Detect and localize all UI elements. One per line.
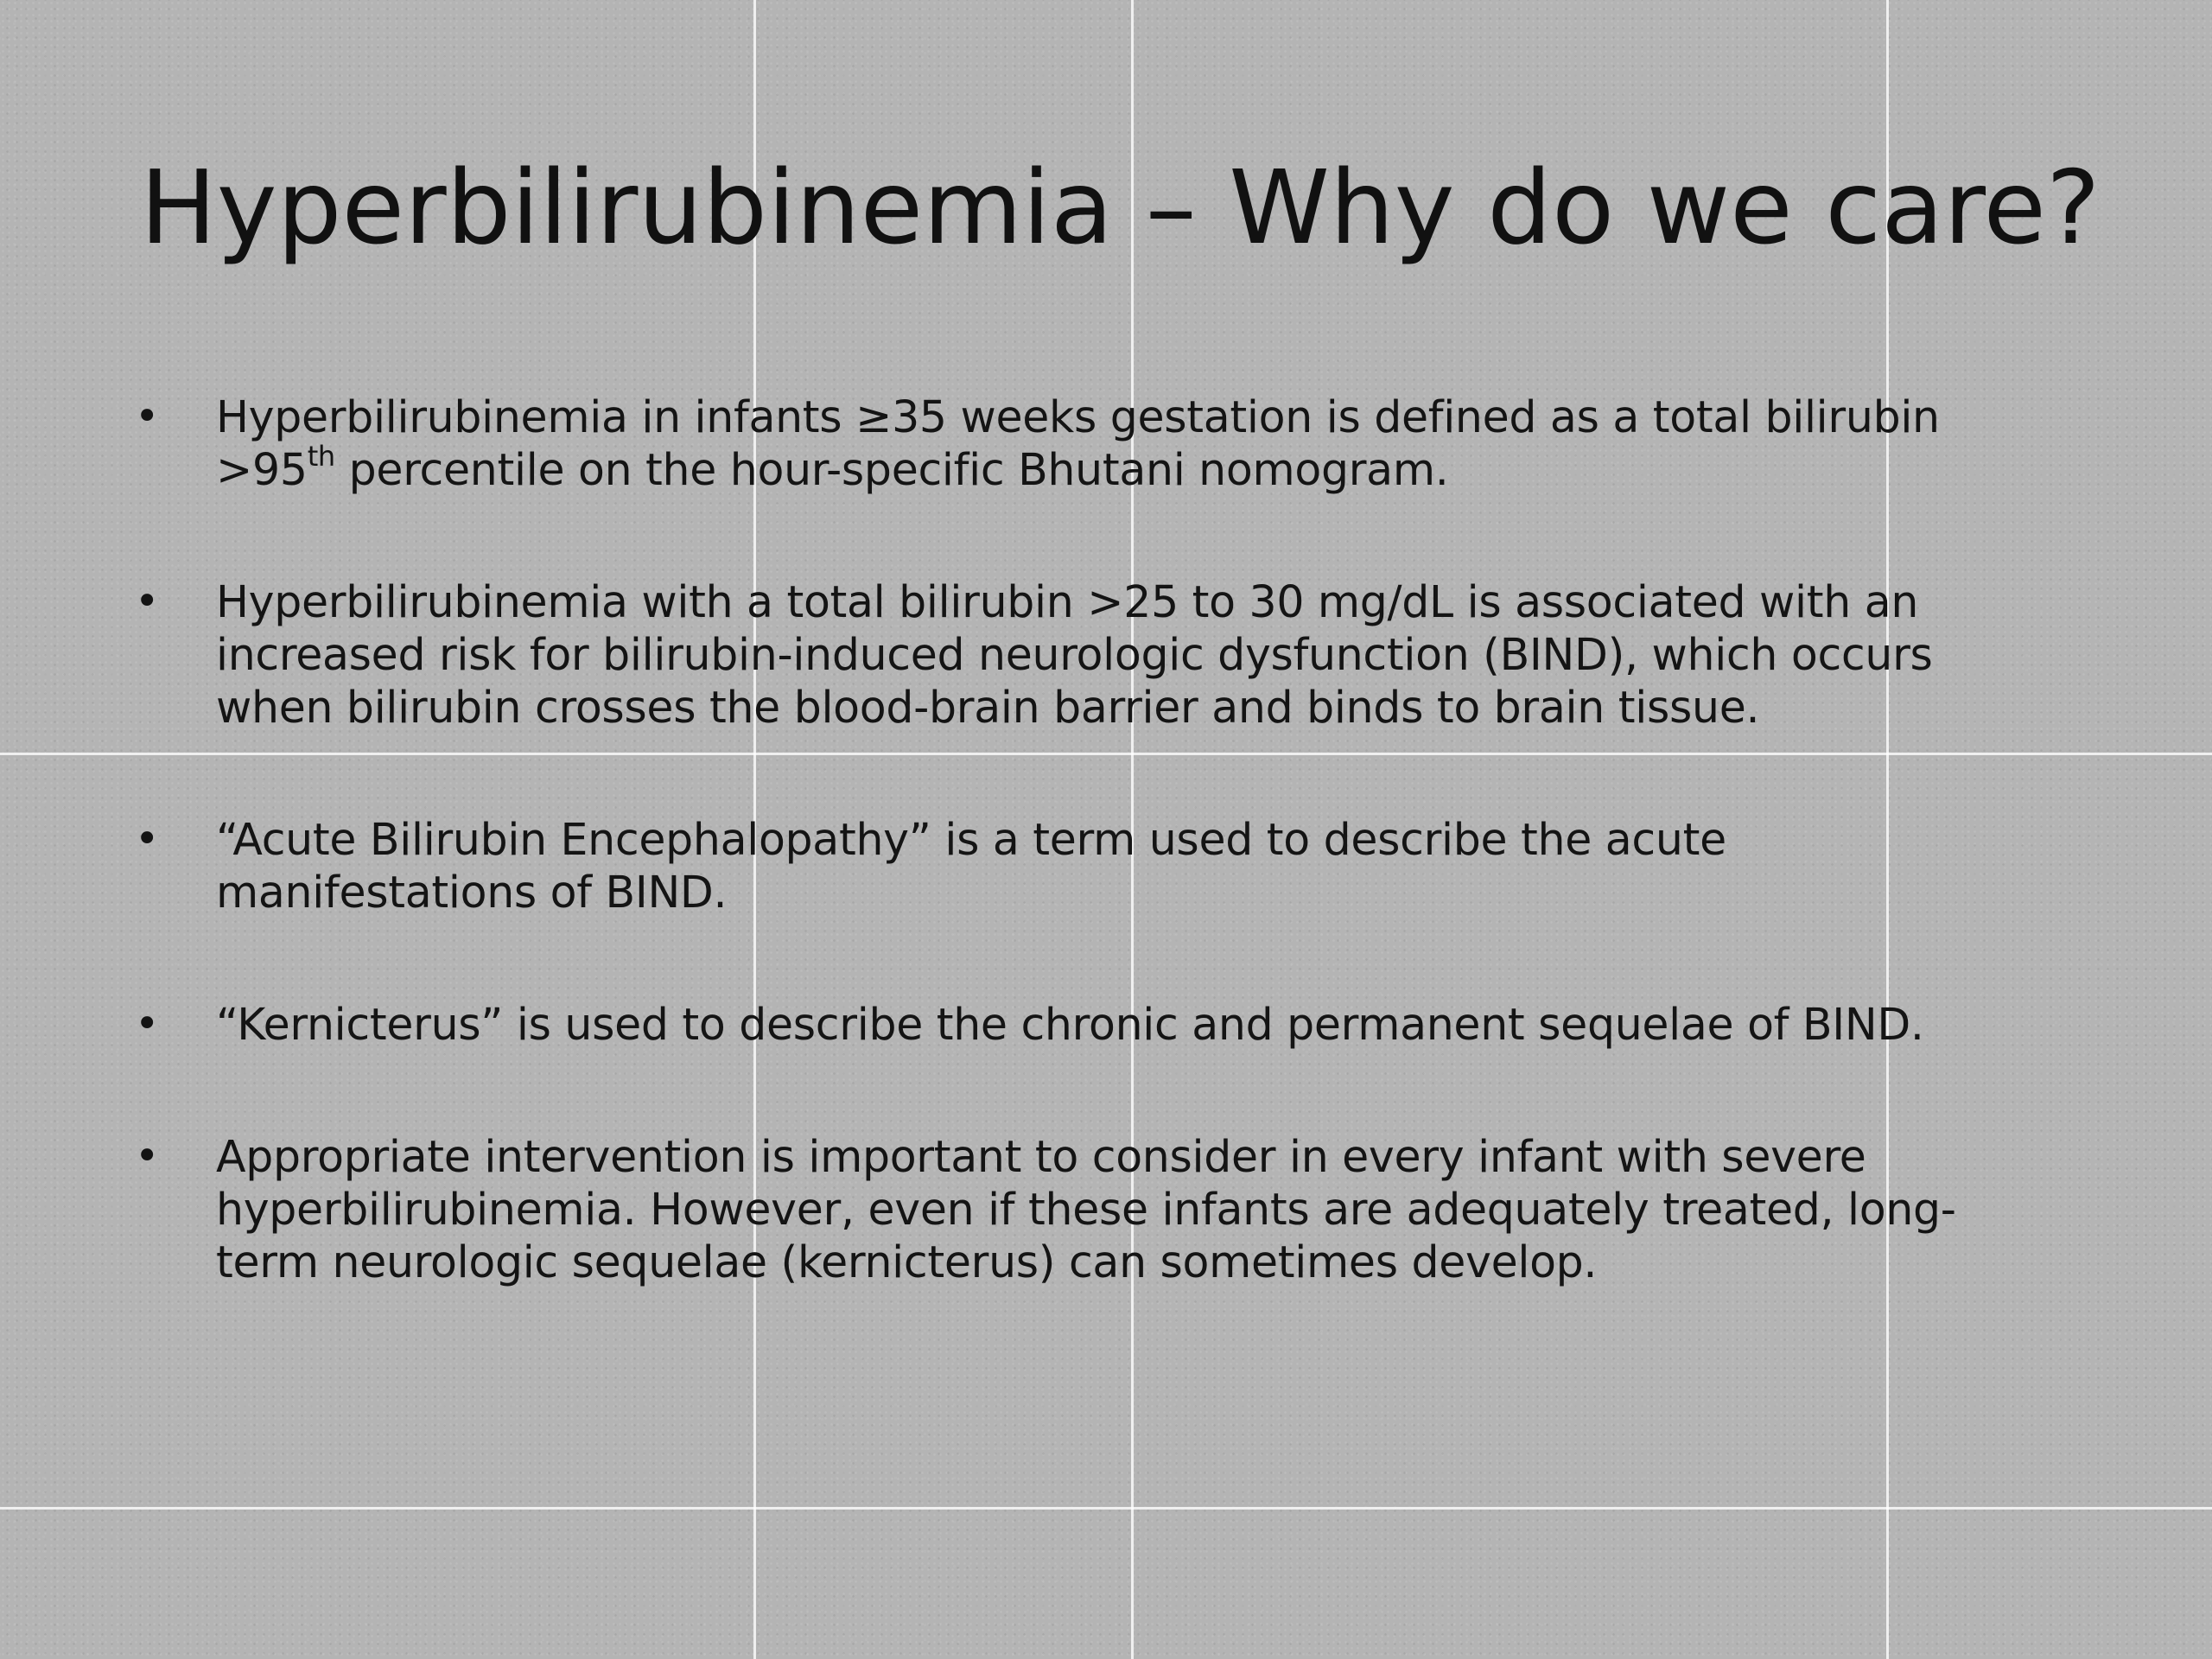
grid-line-horizontal (0, 1507, 2212, 1510)
bullet-item (130, 998, 2048, 1051)
bullet-dot: • (135, 815, 160, 863)
bullet-dot: • (135, 392, 160, 441)
bullet-text (216, 391, 2048, 496)
slide-title: Hyperbilirubinemia – Why do we care? (140, 148, 2101, 267)
superscript: th (307, 440, 335, 474)
bullet-text: “Acute Bilirubin Encephalopathy” is a term used to describe the acute manifestations of BIND. (216, 814, 1726, 918)
bullet-item (130, 391, 2048, 496)
bullet-item (130, 575, 2048, 734)
bullet-item (130, 813, 2048, 918)
bullet-text: Hyperbilirubinemia with a total bilirubin >25 to 30 mg/dL is associated with an increased risk for bilirubin-induced neurologic dysfunction (BIND), which occurs when bilirubin crosses the blood-brain barrier and binds to brain tissue. (216, 576, 1933, 733)
bullet-dot: • (135, 1132, 160, 1180)
bullet-text-part: percentile on the hour-specific Bhutani nomogram. (334, 444, 1449, 495)
bullet-item (130, 1130, 2048, 1288)
bullet-text: Appropriate intervention is important to consider in every infant with severe hyperbilirubinemia. However, even if these infants are adequately treated, long-term neurologic sequelae (kernicterus) can sometimes develop. (216, 1131, 1956, 1287)
bullet-dot: • (135, 1000, 160, 1048)
bullet-dot: • (135, 577, 160, 626)
bullet-text-part: Hyperbilirubinemia in infants ≥35 weeks gestation is defined as a total bilirubin >95 (216, 391, 1940, 495)
bullet-text: “Kernicterus” is used to describe the chronic and permanent sequelae of BIND. (216, 999, 1924, 1050)
bullet-list (130, 391, 2048, 1368)
